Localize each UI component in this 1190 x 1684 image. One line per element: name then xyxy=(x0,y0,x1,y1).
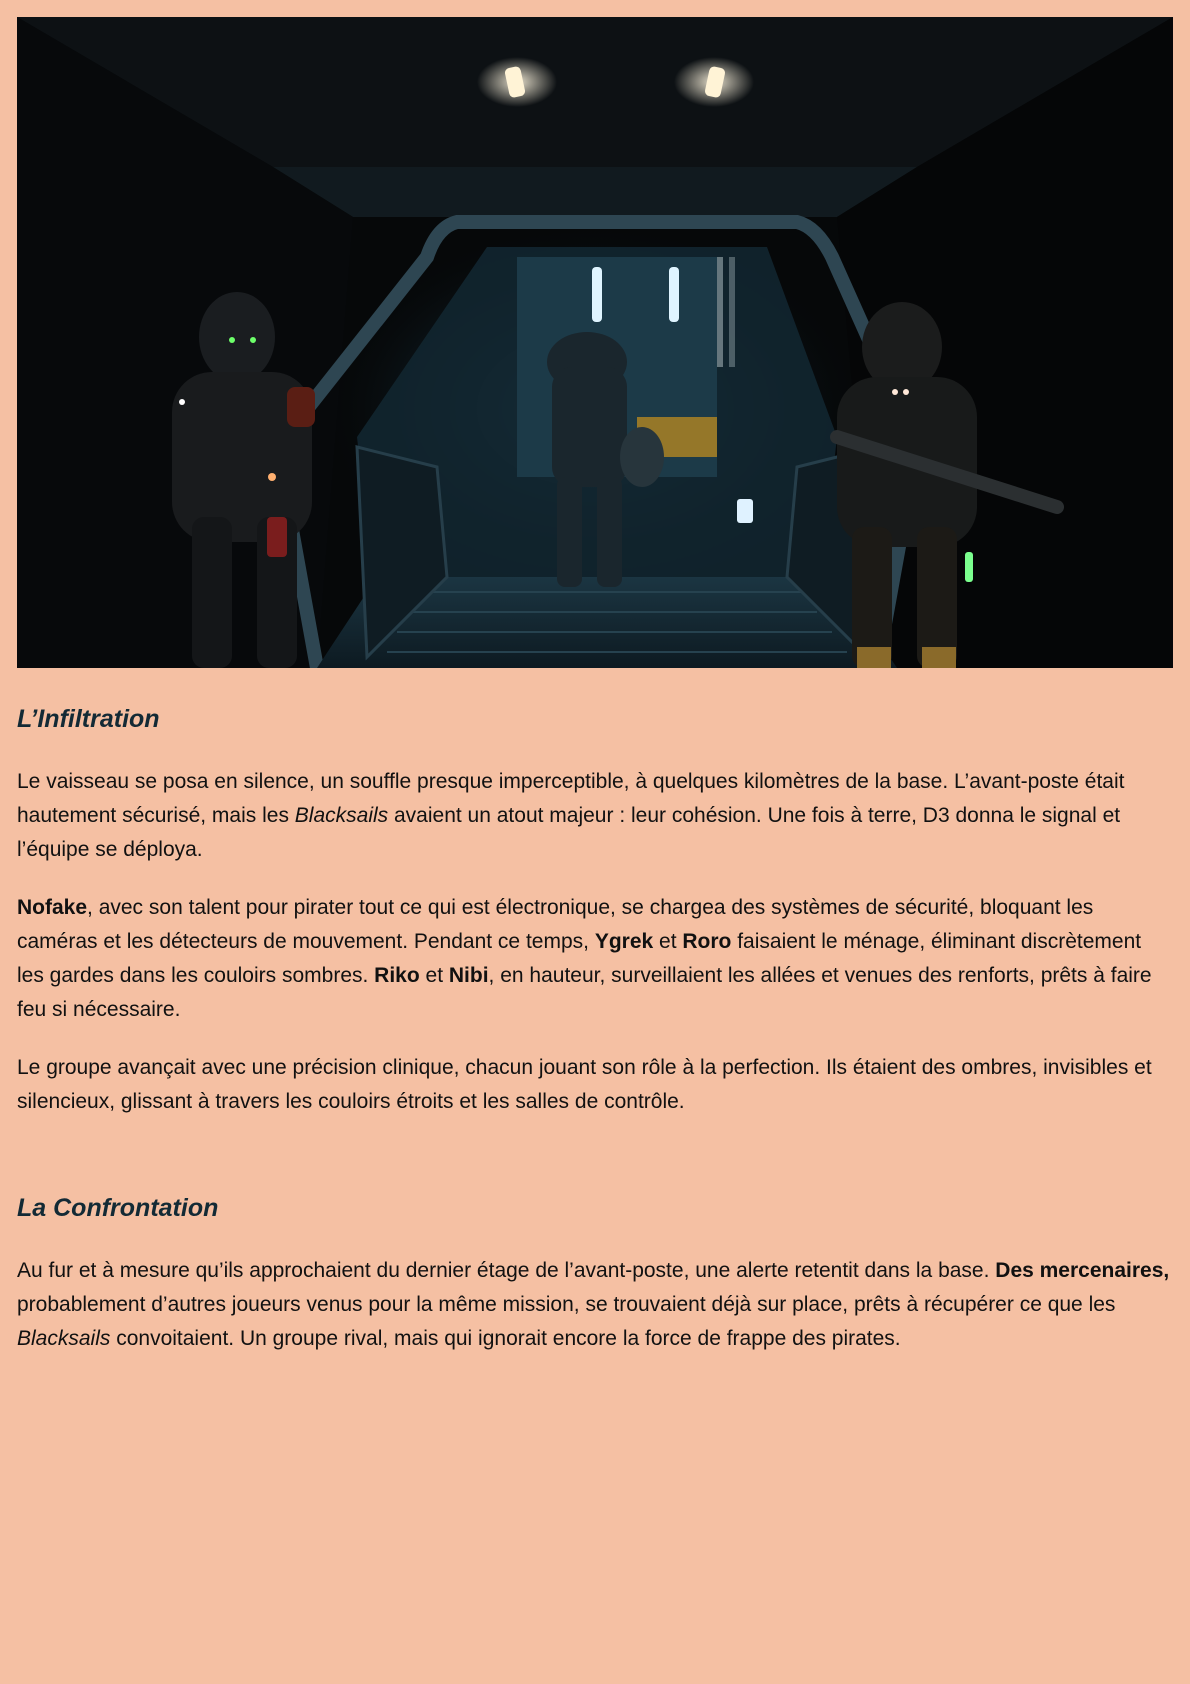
emphasis-mercenaires: Des mercenaires, xyxy=(995,1259,1170,1282)
text-run: , en hauteur, surveillaient les allées et venues des renforts, prêts à faire feu si nécessaire. xyxy=(17,964,1152,1021)
name-riko: Riko xyxy=(374,964,420,987)
emphasis-blacksails: Blacksails xyxy=(294,804,389,827)
name-roro: Roro xyxy=(682,930,732,953)
text-run: avaient un atout majeur : leur cohésion. Une fois à terre, D3 donna le signal et l’équipe se déploya. xyxy=(17,804,1121,861)
paragraph-infiltration-2 xyxy=(17,891,1173,1027)
text-run: et xyxy=(419,964,449,987)
text-run: faisaient le ménage, éliminant discrètement les gardes dans les couloirs sombres. xyxy=(17,930,1142,987)
text-run: Au fur et à mesure qu’ils approchaient du dernier étage de l’avant-poste, une alerte retentit dans la base. xyxy=(17,1259,996,1282)
corridor-scene-image xyxy=(17,17,1173,668)
name-nofake: Nofake xyxy=(17,896,88,919)
emphasis-blacksails: Blacksails xyxy=(17,1327,111,1350)
paragraph-infiltration-1 xyxy=(17,765,1173,867)
paragraph-confrontation-1 xyxy=(17,1254,1173,1356)
paragraph-infiltration-3: Le groupe avançait avec une précision clinique, chacun jouant son rôle à la perfection. Ils étaient des ombres, invisibles et silencieux, glissant à travers les couloirs étroits et les salles de contrôle. xyxy=(17,1056,1152,1113)
name-ygrek: Ygrek xyxy=(594,930,654,953)
text-run: , avec son talent pour pirater tout ce qui est électronique, se chargea des systèmes de sécurité, bloquant les caméras et les détecteurs de mouvement. Pendant ce temps, xyxy=(17,896,1094,953)
text-run: Le vaisseau se posa en silence, un souffle presque imperceptible, à quelques kilomètres de la base. L’avant-poste était hautement sécurisé, mais les xyxy=(17,770,1125,827)
text-run: probablement d’autres joueurs venus pour la même mission, se trouvaient déjà sur place, prêts à récupérer ce que les xyxy=(17,1293,1116,1316)
hero-image xyxy=(17,17,1173,668)
text-run: et xyxy=(653,930,683,953)
text-run: convoitaient. Un groupe rival, mais qui ignorait encore la force de frappe des pirates. xyxy=(110,1327,901,1350)
section-title-infiltration: L’Infiltration xyxy=(17,705,160,733)
section-title-confrontation: La Confrontation xyxy=(17,1194,219,1222)
name-nibi: Nibi xyxy=(448,964,489,987)
